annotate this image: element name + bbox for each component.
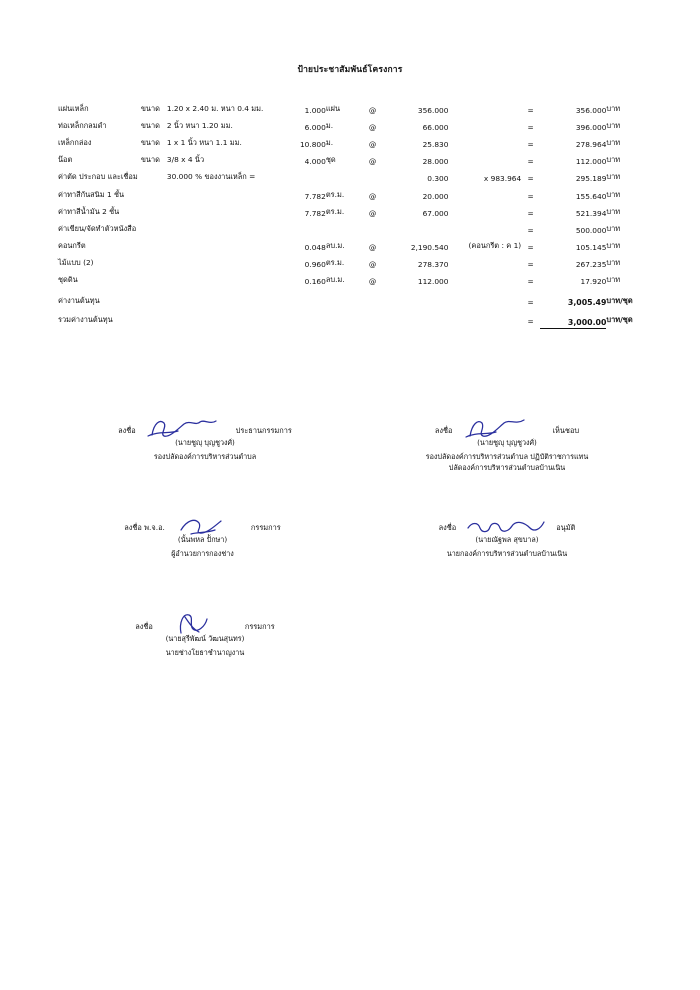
signature-prefix: ลงชื่อ พ.จ.อ. (124, 523, 165, 532)
row-currency: บาท (606, 155, 621, 165)
signature-ink (138, 424, 230, 437)
subtotal-row (58, 289, 648, 310)
signature-prefix: ลงชื่อ (438, 523, 457, 532)
row-item: ท่อเหล็กกลมดำ (58, 120, 107, 130)
row-unit: ตร.ม. (325, 189, 345, 199)
row-equals: = (527, 122, 534, 132)
row-item: ชุดดิน (58, 275, 78, 285)
row-qty: 0.048 (304, 243, 326, 253)
table-row (58, 152, 648, 169)
row-currency: บาท (606, 275, 621, 285)
row-equals: = (527, 260, 534, 270)
row-item: ค่าเขียน/จัดทำตัวหนังสือ (58, 223, 137, 233)
signature-role: เห็นชอบ (552, 426, 580, 435)
signature-ink (458, 521, 550, 534)
row-qty: 0.960 (304, 260, 326, 270)
row-amount: 500.000 (575, 225, 607, 235)
row-amount: 396.000 (575, 122, 607, 132)
table-row (58, 255, 648, 272)
signature-position: นายกองค์การบริหารส่วนตำบลบ้านเนิน (446, 549, 568, 558)
signature-name: (นั้นพหล ปัักษา) (177, 535, 228, 544)
row-at: @ (368, 105, 377, 115)
row-at (361, 220, 384, 237)
row-currency: บาท (606, 241, 621, 251)
row-mid: (คอนกรีต : ค 1) (468, 241, 522, 251)
table-row (58, 220, 648, 237)
table-row (58, 134, 648, 151)
row-unit (326, 220, 361, 237)
row-equals: = (527, 191, 534, 201)
signature-role: ประธานกรรมการ (235, 426, 292, 435)
signature-role: กรรมการ (244, 622, 275, 631)
row-unit: ม. (325, 137, 334, 147)
row-spec (141, 272, 278, 289)
row-amount: 278.964 (575, 139, 607, 149)
row-mid (448, 203, 521, 220)
row-mid (448, 100, 521, 117)
row-unit: ม. (325, 120, 334, 130)
row-amount: 521.394 (575, 208, 607, 218)
subtotal-label: ค่างานต้นทุน (58, 296, 100, 306)
row-item: ค่าตัด ประกอบ และเชื่อม (58, 172, 138, 182)
subtotal-equals: = (527, 298, 534, 308)
row-at: @ (368, 277, 377, 287)
row-amount: 112.000 (575, 157, 607, 167)
row-mid (448, 152, 521, 169)
row-unit: ชุด (325, 155, 336, 165)
signature-name: (นายสุรีพัฒน์ วัฒนสุนทร) (165, 634, 245, 643)
signature-prefix: ลงชื่อ (118, 426, 136, 435)
row-at: @ (368, 157, 377, 167)
row-spec (141, 255, 278, 272)
row-at: @ (368, 139, 377, 149)
signature-ink (454, 424, 546, 437)
row-mid (448, 117, 521, 134)
signature-ink (155, 620, 239, 633)
row-qty: 4.000 (304, 157, 326, 167)
table-row (58, 117, 648, 134)
row-at (361, 169, 384, 186)
row-amount: 105.145 (575, 243, 607, 253)
row-equals: = (527, 277, 534, 287)
signature-block-committee-technician (80, 620, 330, 659)
row-unit (326, 169, 361, 186)
row-rate: 28.000 (422, 157, 449, 167)
signature-position: ผู้อำนวยการกองช่าง (171, 549, 234, 558)
row-item: น๊อต (58, 155, 73, 165)
row-qty (278, 220, 326, 237)
grand-total-equals: = (527, 316, 534, 326)
row-mid: x 983.964 (483, 174, 522, 184)
row-rate: 66.000 (422, 122, 449, 132)
row-amount: 267.235 (575, 260, 607, 270)
table-row (58, 238, 648, 255)
table-row (58, 203, 648, 220)
row-spec-label: ขนาด (140, 137, 160, 147)
row-equals: = (527, 174, 534, 184)
signature-ink (167, 521, 245, 534)
row-rate: 2,190.540 (410, 243, 449, 253)
row-equals: = (527, 139, 534, 149)
row-rate: 20.000 (422, 191, 449, 201)
signature-position: นายช่างโยธาชำนาญงาน (165, 648, 245, 657)
row-spec-value: 2 นิ้ว หนา 1.20 มม. (166, 120, 233, 130)
row-spec (141, 100, 278, 117)
row-at: @ (368, 208, 377, 218)
row-mid (448, 255, 521, 272)
row-currency: บาท (606, 258, 621, 268)
row-spec (141, 134, 278, 151)
signature-name: (นายณัฐพล สุขบาล) (475, 535, 539, 544)
signature-block-committee-engineer (75, 521, 330, 560)
row-unit: ตร.ม. (325, 206, 345, 216)
row-item: ค่าทาสีกันสนิม 1 ชั้น (58, 189, 125, 199)
row-equals: = (527, 157, 534, 167)
cost-breakdown-table (58, 100, 648, 329)
row-spec-value: 3/8 x 4 นิ้ว (166, 155, 205, 165)
row-mid (448, 134, 521, 151)
subtotal-unit: บาท/ชุด (606, 296, 633, 306)
subtotal-amount: 3,005.49 (567, 298, 607, 308)
row-mid (448, 272, 521, 289)
row-spec (141, 203, 278, 220)
row-currency: บาท (606, 120, 621, 130)
row-currency: บาท (606, 206, 621, 216)
row-spec (141, 117, 278, 134)
row-item: แผ่นเหล็ก (58, 103, 89, 113)
signature-prefix: ลงชื่อ (434, 426, 453, 435)
row-amount: 17.920 (580, 277, 607, 287)
row-spec-label: ขนาด (140, 120, 160, 130)
row-amount: 356.000 (575, 105, 607, 115)
grand-total-amount: 3,000.00 (540, 310, 607, 329)
row-qty: 1.000 (304, 105, 326, 115)
row-currency: บาท (606, 223, 621, 233)
table-row (58, 272, 648, 289)
row-rate: 67.000 (422, 208, 449, 218)
row-item: ค่าทาสีน้ำมัน 2 ชั้น (58, 206, 120, 216)
row-spec-value: 30.000 % ของงานเหล็ก = (166, 172, 256, 182)
row-currency: บาท (606, 137, 621, 147)
row-amount: 295.189 (575, 174, 607, 184)
row-qty: 7.782 (304, 191, 326, 201)
row-qty (278, 169, 326, 186)
row-equals: = (527, 243, 534, 253)
row-spec (141, 152, 278, 169)
row-unit: แผ่น (325, 103, 340, 113)
table-row (58, 169, 648, 186)
row-unit: ตร.ม. (325, 258, 345, 268)
signature-block-approver (372, 521, 642, 560)
row-rate: 356.000 (417, 105, 449, 115)
signature-block-chairman (80, 424, 330, 463)
row-mid (448, 220, 521, 237)
row-qty: 7.782 (304, 208, 326, 218)
signature-role: กรรมการ (250, 523, 281, 532)
row-item: เหล็กกล่อง (58, 137, 92, 147)
signature-role: อนุมัติ (556, 523, 576, 532)
table-row (58, 186, 648, 203)
signature-block-endorser (372, 424, 642, 474)
row-unit: ลบ.ม. (325, 275, 345, 285)
grand-total-row (58, 310, 648, 329)
row-rate: 112.000 (417, 277, 449, 287)
row-spec (141, 238, 278, 255)
row-rate (384, 220, 448, 237)
row-qty: 0.160 (304, 277, 326, 287)
row-item: ไม้แบบ (2) (58, 258, 94, 268)
row-spec-value: 1 x 1 นิ้ว หนา 1.1 มม. (166, 137, 242, 147)
row-spec (141, 169, 278, 186)
row-qty: 6.000 (304, 122, 326, 132)
row-equals: = (527, 225, 534, 235)
row-spec-label: ขนาด (140, 155, 160, 165)
signature-name: (นายชูญุ บุญชูวงศ์) (175, 438, 235, 447)
row-currency: บาท (606, 172, 621, 182)
row-rate: 278.370 (417, 260, 449, 270)
row-currency: บาท (606, 189, 621, 199)
row-unit: ลบ.ม. (325, 241, 345, 251)
row-at: @ (368, 122, 377, 132)
row-at: @ (368, 243, 377, 253)
signature-position: รองปลัดองค์การบริหารส่วนตำบล ปฏิบัติราชการแทน (425, 452, 589, 461)
row-currency: บาท (606, 103, 621, 113)
grand-total-label: รวมค่างานต้นทุน (58, 314, 113, 324)
row-equals: = (527, 105, 534, 115)
row-at: @ (368, 260, 377, 270)
row-item: คอนกรีต (58, 241, 86, 251)
row-rate: 0.300 (427, 174, 449, 184)
row-amount: 155.640 (575, 191, 607, 201)
row-mid (448, 186, 521, 203)
page-title: ป้ายประชาสัมพันธ์โครงการ (297, 65, 403, 75)
row-spec (141, 220, 278, 237)
signature-name: (นายชูญุ บุญชูวงศ์) (477, 438, 537, 447)
row-qty: 10.800 (299, 139, 326, 149)
row-spec-label: ขนาด (140, 103, 160, 113)
grand-total-unit: บาท/ชุด (606, 314, 633, 324)
row-rate: 25.830 (422, 139, 449, 149)
row-equals: = (527, 208, 534, 218)
signature-prefix: ลงชื่อ (135, 622, 153, 631)
row-spec-value: 1.20 x 2.40 ม. หนา 0.4 มม. (166, 103, 264, 113)
row-at: @ (368, 191, 377, 201)
table-row (58, 100, 648, 117)
row-spec (141, 186, 278, 203)
signature-position: รองปลัดองค์การบริหารส่วนตำบล (153, 452, 257, 461)
signature-position-2: ปลัดองค์การบริหารส่วนตำบลบ้านเนิน (448, 462, 566, 472)
